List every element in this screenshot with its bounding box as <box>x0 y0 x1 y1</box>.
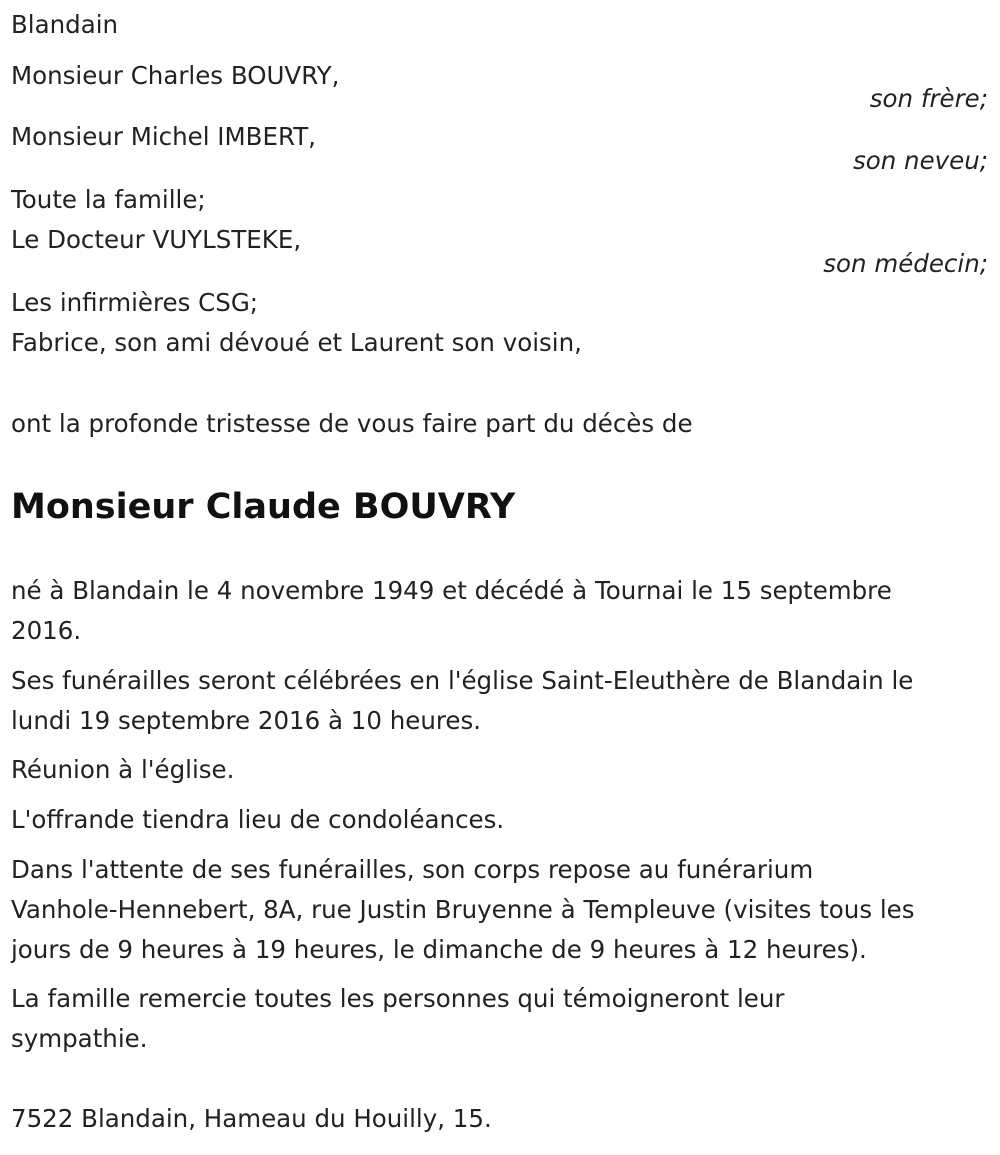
location-heading: Blandain <box>11 10 119 39</box>
funeral-line-1: Ses funérailles seront célébrées en l'église Saint-Eleuthère de Blandain le <box>11 666 914 695</box>
funeral-line-2: lundi 19 septembre 2016 à 10 heures. <box>11 706 482 735</box>
birth-death-line-2: 2016. <box>11 616 82 645</box>
relation-brother: son frère; <box>869 84 988 113</box>
family-all: Toute la famille; <box>11 185 206 214</box>
rest-line-1: Dans l'attente de ses funérailles, son corps repose au funérarium <box>11 855 814 884</box>
announcement-intro: ont la profonde tristesse de vous faire part du décès de <box>11 409 693 438</box>
rest-line-3: jours de 9 heures à 19 heures, le dimanche de 9 heures à 12 heures). <box>11 935 867 964</box>
birth-death-line-1: né à Blandain le 4 novembre 1949 et décédé à Tournai le 15 septembre <box>11 576 892 605</box>
rest-line-2: Vanhole-Hennebert, 8A, rue Justin Bruyenne à Templeuve (visites tous les <box>11 895 915 924</box>
offering-line: L'offrande tiendra lieu de condoléances. <box>11 805 505 834</box>
relation-doctor: son médecin; <box>823 249 988 278</box>
meeting-line: Réunion à l'église. <box>11 755 235 784</box>
family-member-michel: Monsieur Michel IMBERT, <box>11 122 316 151</box>
family-friends: Fabrice, son ami dévoué et Laurent son voisin, <box>11 328 582 357</box>
family-doctor: Le Docteur VUYLSTEKE, <box>11 225 302 254</box>
thanks-line-2: sympathie. <box>11 1024 148 1053</box>
deceased-name: Monsieur Claude BOUVRY <box>11 487 516 527</box>
address-line: 7522 Blandain, Hameau du Houilly, 15. <box>11 1104 492 1133</box>
family-member-charles: Monsieur Charles BOUVRY, <box>11 61 340 90</box>
family-nurses: Les infirmières CSG; <box>11 288 259 317</box>
relation-nephew: son neveu; <box>852 146 988 175</box>
thanks-line-1: La famille remercie toutes les personnes qui témoigneront leur <box>11 984 785 1013</box>
